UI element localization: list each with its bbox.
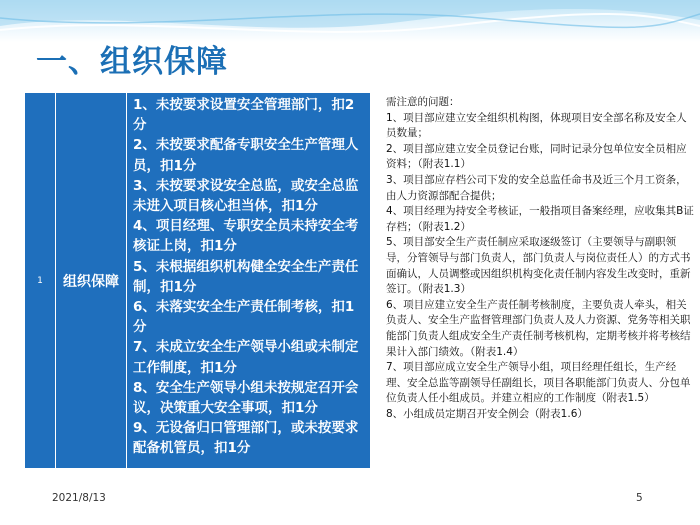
note-item: 5、项目部安全生产责任制应采取逐级签订（主要领导与副职领导，分管领导与部门负责人，部门负责人与岗位责任人）的方式书面确认，人员调整或因组织机构变化责任制内容发生改变时，重新签订。（附表1.3） [386, 236, 691, 296]
row-number: 1 [25, 93, 56, 468]
page-title: 一、组织保障 [36, 44, 228, 80]
deduction-item: 9、无设备归口管理部门，或未按要求配备机管员，扣1分 [133, 420, 359, 457]
deduction-item: 3、未按要求设安全总监，或安全总监未进入项目核心担当体，扣1分 [133, 177, 359, 215]
deduction-item: 8、安全生产领导小组未按规定召开会议，决策重大安全事项，扣1分 [133, 379, 359, 417]
requirements-table [24, 92, 371, 469]
note-item: 2、项目部应建立安全员登记台账，同时记录分包单位安全员相应资料；（附表1.1） [386, 142, 687, 171]
deduction-item: 7、未成立安全生产领导小组或未制定工作制度，扣1分 [133, 339, 359, 376]
deduction-item: 5、未根据组织机构健全安全生产责任制，扣1分 [133, 258, 359, 295]
header-decoration [0, 0, 700, 42]
deduction-item: 1、未按要求设置安全管理部门，扣2分 [133, 97, 355, 134]
deduction-item: 4、项目经理、专职安全员未持安全考核证上岗，扣1分 [133, 218, 359, 255]
deduction-item: 2、未按要求配备专职安全生产管理人员，扣1分 [133, 137, 359, 174]
deduction-items [127, 93, 370, 468]
page-number: 5 [636, 492, 643, 504]
deduction-item: 6、未落实安全生产责任制考核，扣1分 [133, 299, 355, 336]
wave-decoration-icon [0, 0, 700, 42]
note-item: 3、项目部应存档公司下发的安全总监任命书及近三个月工资条，由人力资源部配合提供； [386, 173, 687, 202]
note-item: 4、项目经理为持安全考核证，一般指项目备案经理，应收集其B证存档；（附表1.2） [386, 205, 694, 233]
note-item: 6、项目应建立安全生产责任制考核制度，主要负责人牵头，相关负责人、安全生产监督管理部门负责人及人力资源、党务等相关职能部门负责人组成安全生产责任制考核机构，定期考核并将考核结果计入部门绩效。（附表1.4） [386, 298, 691, 358]
notes-panel [386, 95, 696, 422]
note-item: 7、项目部应成立安全生产领导小组，项目经理任组长，生产经理、安全总监等副领导任副组长，项目各职能部门负责人、分包单位负责人任小组成员。并建立相应的工作制度（附表1.5） [386, 361, 691, 405]
note-item: 8、小组成员定期召开安全例会（附表1.6） [386, 407, 588, 420]
footer-date: 2021/8/13 [52, 492, 106, 504]
notes-heading: 需注意的问题： [386, 96, 460, 108]
note-item: 1、项目部应建立安全组织机构图，体现项目安全部名称及安全人员数量； [386, 111, 687, 140]
category-cell: 组织保障 [56, 93, 127, 468]
